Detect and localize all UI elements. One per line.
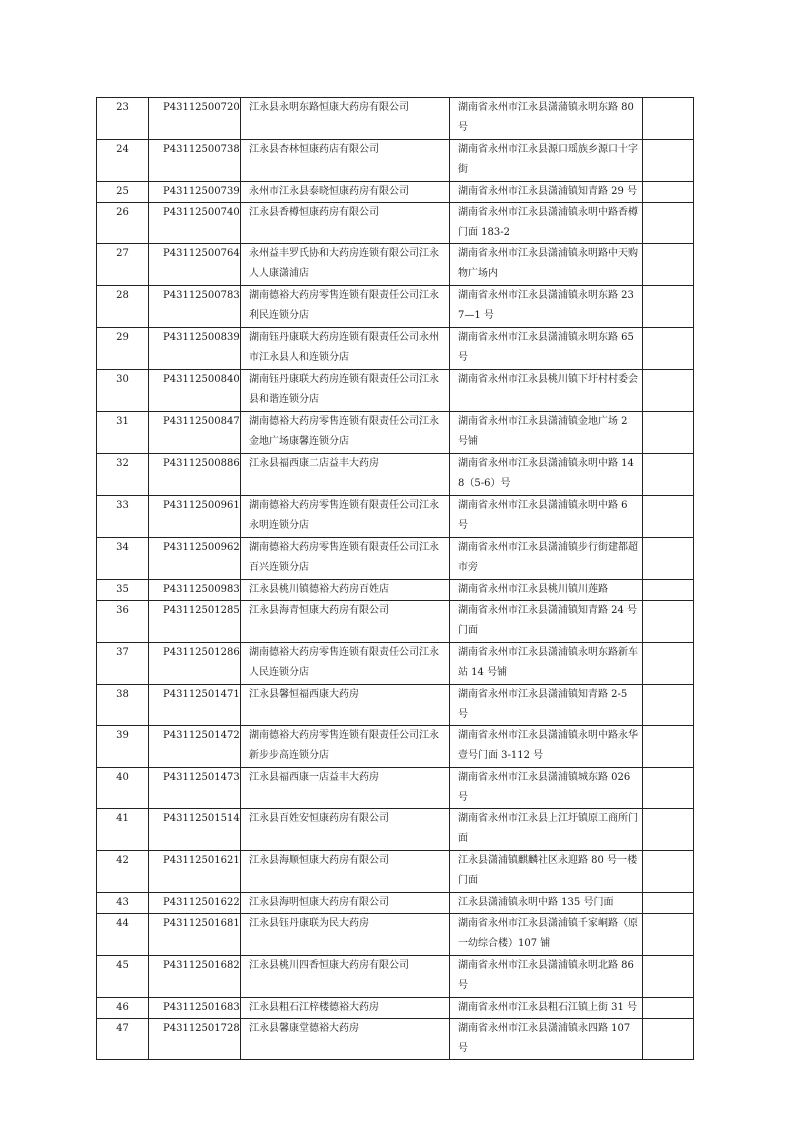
table-row — [97, 538, 694, 580]
table-row — [97, 914, 694, 956]
license-code: P43112501622 — [149, 893, 241, 914]
license-code: P43112501514 — [149, 809, 241, 851]
remark-cell — [643, 851, 694, 893]
pharmacy-name: 湖南德裕大药房零售连锁有限责任公司江永永明连锁分店 — [241, 496, 450, 538]
row-number: 30 — [97, 370, 149, 412]
license-code: P43112501682 — [149, 956, 241, 998]
remark-cell — [643, 726, 694, 768]
pharmacy-name: 江永县海青恒康大药房有限公司 — [241, 601, 450, 643]
row-number: 38 — [97, 685, 149, 726]
row-number: 28 — [97, 286, 149, 328]
table-row — [97, 580, 694, 601]
remark-cell — [643, 1019, 694, 1060]
pharmacy-name: 江永县钰丹康联为民大药房 — [241, 914, 450, 956]
pharmacy-name: 江永县馨康堂德裕大药房 — [241, 1019, 450, 1060]
table-row — [97, 726, 694, 768]
license-code: P43112501285 — [149, 601, 241, 643]
pharmacy-name: 江永县桃川四香恒康大药房有限公司 — [241, 956, 450, 998]
remark-cell — [643, 454, 694, 496]
table-row — [97, 851, 694, 893]
pharmacy-name: 湖南德裕大药房零售连锁有限责任公司江永金地广场康馨连锁分店 — [241, 412, 450, 454]
row-number: 34 — [97, 538, 149, 580]
table-row — [97, 328, 694, 370]
remark-cell — [643, 412, 694, 454]
table-row — [97, 370, 694, 412]
table-row — [97, 244, 694, 286]
pharmacy-name: 江永县福西康二店益丰大药房 — [241, 454, 450, 496]
pharmacy-address: 湖南省永州市江永县潇浦镇永明中路永华壹号门面 3-112 号 — [450, 726, 643, 768]
remark-cell — [643, 244, 694, 286]
license-code: P43112500847 — [149, 412, 241, 454]
remark-cell — [643, 768, 694, 809]
pharmacy-name: 永州益丰罗氏协和大药房连锁有限公司江永人人康潇浦店 — [241, 244, 450, 286]
remark-cell — [643, 914, 694, 956]
pharmacy-address: 湖南省永州市江永县潇浦镇步行街建都超市旁 — [450, 538, 643, 580]
license-code: P43112501473 — [149, 768, 241, 809]
license-code: P43112500840 — [149, 370, 241, 412]
table-row — [97, 286, 694, 328]
remark-cell — [643, 809, 694, 851]
license-code: P43112500783 — [149, 286, 241, 328]
table-row — [97, 601, 694, 643]
license-code: P43112501621 — [149, 851, 241, 893]
pharmacy-address: 湖南省永州市江永县潇浦镇永明中路香樽门面 183-2 — [450, 203, 643, 244]
remark-cell — [643, 643, 694, 685]
license-code: P43112500740 — [149, 203, 241, 244]
pharmacy-address: 湖南省永州市江永县桃川镇下圩村村委会 — [450, 370, 643, 412]
pharmacy-address: 湖南省永州市江永县潇浦镇永明路中天购物广场内 — [450, 244, 643, 286]
license-code: P43112500962 — [149, 538, 241, 580]
row-number: 37 — [97, 643, 149, 685]
pharmacy-registry-table — [96, 97, 694, 1060]
remark-cell — [643, 203, 694, 244]
pharmacy-address: 湖南省永州市江永县潇浦镇永明北路 86 号 — [450, 956, 643, 998]
row-number: 33 — [97, 496, 149, 538]
pharmacy-address: 湖南省永州市江永县潇浦镇知青路 2-5 号 — [450, 685, 643, 726]
table-row — [97, 140, 694, 182]
table-row — [97, 685, 694, 726]
license-code: P43112500983 — [149, 580, 241, 601]
pharmacy-name: 湖南德裕大药房零售连锁有限责任公司江永新步步高连锁分店 — [241, 726, 450, 768]
license-code: P43112501471 — [149, 685, 241, 726]
table-body — [97, 98, 694, 1060]
table-row — [97, 809, 694, 851]
pharmacy-address: 湖南省永州市江永县源口瑶族乡源口十字街 — [450, 140, 643, 182]
row-number: 40 — [97, 768, 149, 809]
remark-cell — [643, 685, 694, 726]
pharmacy-name: 江永县海明恒康大药房有限公司 — [241, 893, 450, 914]
license-code: P43112501728 — [149, 1019, 241, 1060]
pharmacy-address: 湖南省永州市江永县潇浦镇永明东路 65 号 — [450, 328, 643, 370]
remark-cell — [643, 286, 694, 328]
license-code: P43112500739 — [149, 182, 241, 203]
remark-cell — [643, 370, 694, 412]
row-number: 45 — [97, 956, 149, 998]
pharmacy-address: 江永县潇浦镇麒麟社区永迎路 80 号一楼门面 — [450, 851, 643, 893]
license-code: P43112501286 — [149, 643, 241, 685]
row-number: 31 — [97, 412, 149, 454]
row-number: 26 — [97, 203, 149, 244]
remark-cell — [643, 601, 694, 643]
remark-cell — [643, 182, 694, 203]
pharmacy-name: 江永县馨恒福西康大药房 — [241, 685, 450, 726]
row-number: 29 — [97, 328, 149, 370]
pharmacy-address: 湖南省永州市江永县潇浦镇永明东路新车站 14 号铺 — [450, 643, 643, 685]
pharmacy-address: 湖南省永州市江永县潇浦镇永明东路 237—1 号 — [450, 286, 643, 328]
table-row — [97, 643, 694, 685]
pharmacy-name: 永州市江永县泰晓恒康药房有限公司 — [241, 182, 450, 203]
pharmacy-name: 江永县粗石江梓楼德裕大药房 — [241, 998, 450, 1019]
remark-cell — [643, 328, 694, 370]
pharmacy-name: 湖南德裕大药房零售连锁有限责任公司江永人民连锁分店 — [241, 643, 450, 685]
row-number: 24 — [97, 140, 149, 182]
row-number: 43 — [97, 893, 149, 914]
pharmacy-name: 江永县福西康一店益丰大药房 — [241, 768, 450, 809]
pharmacy-name: 湖南钰丹康联大药房连锁有限责任公司永州市江永县人和连锁分店 — [241, 328, 450, 370]
table-row — [97, 203, 694, 244]
pharmacy-address: 湖南省永州市江永县潇浦镇金地广场 2 号铺 — [450, 412, 643, 454]
row-number: 25 — [97, 182, 149, 203]
pharmacy-name: 江永县香樽恒康药房有限公司 — [241, 203, 450, 244]
table-row — [97, 1019, 694, 1060]
pharmacy-address: 湖南省永州市江永县潇浦镇知青路 29 号 — [450, 182, 643, 203]
row-number: 35 — [97, 580, 149, 601]
license-code: P43112500720 — [149, 98, 241, 140]
table-row — [97, 893, 694, 914]
row-number: 47 — [97, 1019, 149, 1060]
license-code: P43112500738 — [149, 140, 241, 182]
table-row — [97, 768, 694, 809]
license-code: P43112501472 — [149, 726, 241, 768]
pharmacy-address: 湖南省永州市江永县潇浦镇永四路 107 号 — [450, 1019, 643, 1060]
pharmacy-name: 江永县海顺恒康大药房有限公司 — [241, 851, 450, 893]
table-row — [97, 98, 694, 140]
pharmacy-name: 江永县杏林恒康药店有限公司 — [241, 140, 450, 182]
license-code: P43112500961 — [149, 496, 241, 538]
pharmacy-address: 湖南省永州市江永县上江圩镇原工商所门面 — [450, 809, 643, 851]
pharmacy-address: 湖南省永州市江永县桃川镇川莲路 — [450, 580, 643, 601]
remark-cell — [643, 538, 694, 580]
remark-cell — [643, 956, 694, 998]
row-number: 32 — [97, 454, 149, 496]
license-code: P43112500764 — [149, 244, 241, 286]
pharmacy-name: 湖南德裕大药房零售连锁有限责任公司江永利民连锁分店 — [241, 286, 450, 328]
pharmacy-address: 湖南省永州市江永县粗石江镇上街 31 号 — [450, 998, 643, 1019]
pharmacy-address: 湖南省永州市江永县潇浦镇知青路 24 号门面 — [450, 601, 643, 643]
row-number: 41 — [97, 809, 149, 851]
table-row — [97, 182, 694, 203]
table-row — [97, 956, 694, 998]
row-number: 36 — [97, 601, 149, 643]
table-row — [97, 412, 694, 454]
remark-cell — [643, 893, 694, 914]
remark-cell — [643, 140, 694, 182]
pharmacy-name: 江永县百姓安恒康药房有限公司 — [241, 809, 450, 851]
pharmacy-name: 湖南德裕大药房零售连锁有限责任公司江永百兴连锁分店 — [241, 538, 450, 580]
pharmacy-address: 湖南省永州市江永县潇浦镇千家峒路（原一幼综合楼）107 铺 — [450, 914, 643, 956]
table-row — [97, 496, 694, 538]
row-number: 39 — [97, 726, 149, 768]
license-code: P43112500886 — [149, 454, 241, 496]
pharmacy-name: 江永县桃川镇德裕大药房百姓店 — [241, 580, 450, 601]
remark-cell — [643, 98, 694, 140]
table-row — [97, 454, 694, 496]
pharmacy-address: 湖南省永州市江永县潇浦镇永明中路 6 号 — [450, 496, 643, 538]
row-number: 27 — [97, 244, 149, 286]
remark-cell — [643, 580, 694, 601]
row-number: 46 — [97, 998, 149, 1019]
row-number: 23 — [97, 98, 149, 140]
remark-cell — [643, 496, 694, 538]
remark-cell — [643, 998, 694, 1019]
license-code: P43112501681 — [149, 914, 241, 956]
pharmacy-address: 湖南省永州市江永县潇浦镇城东路 026 号 — [450, 768, 643, 809]
license-code: P43112500839 — [149, 328, 241, 370]
pharmacy-address: 湖南省永州市江永县潇蒲镇永明东路 80 号 — [450, 98, 643, 140]
row-number: 44 — [97, 914, 149, 956]
license-code: P43112501683 — [149, 998, 241, 1019]
pharmacy-address: 江永县潇浦镇永明中路 135 号门面 — [450, 893, 643, 914]
pharmacy-address: 湖南省永州市江永县潇浦镇永明中路 148（5-6）号 — [450, 454, 643, 496]
pharmacy-name: 湖南钰丹康联大药房连锁有限责任公司江永县和谐连锁分店 — [241, 370, 450, 412]
table-row — [97, 998, 694, 1019]
pharmacy-name: 江永县永明东路恒康大药房有限公司 — [241, 98, 450, 140]
row-number: 42 — [97, 851, 149, 893]
